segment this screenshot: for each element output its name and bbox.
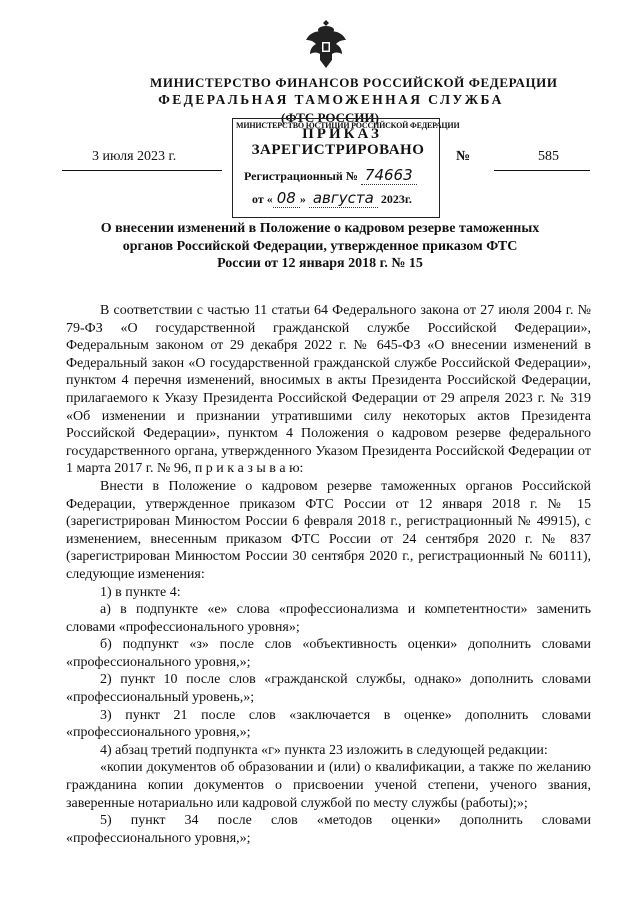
paragraph: 4) абзац третий подпункта «г» пункта 23 изложить в следующей редакции: [100,742,548,758]
paragraph: В соответствии с частью 11 статьи 64 Федерального закона от 27 июля 2004 г. № 79-ФЗ «О государственной гражданской службе Российской Федерации», Федеральным законом от 29 декабря 2022 г. № 645-ФЗ «О внесении изменений в Федеральный закон «О государственной гражданской службе Российской Федерации», пунктом 4 перечня изменений, вносимых в акты Президента Российской Федерации, прилагаемого к Указу Президента Российской Федерации от 29 апреля 2023 г. № 319 «Об изменении и признании утратившими силу некоторых актов Президента Российской Федерации», пунктом 4 Положения о кадровом резерве федерального государственного органа, утвержденного Указом Президента Российской Федерации от 1 марта 2017 г. № 96, п р и к а з ы в а ю: [66,303,591,477]
number-underline [494,170,590,171]
stamp-reg-number: 74663 [361,166,417,185]
date-underline [62,170,222,171]
order-title: О внесении изменений в Положение о кадровом резерве таможенных органов Российской Федерации, утвержденное приказом ФТС России от 12 января 2018 г. № 15 [100,221,540,271]
paragraph: 2) пункт 10 после слов «гражданской службы, однако» дополнить словами «профессиональный уровень,»; [66,672,591,706]
stamp-date-line: от « 08 » августа 2023г. [252,189,412,207]
paragraph: 1) в пункте 4: [100,584,181,600]
stamp-date-month: августа [309,189,378,208]
order-date: 3 июля 2023 г. [92,149,177,164]
order-body [66,302,591,847]
stamp-date-label: от [252,192,264,206]
order-number: 585 [538,149,559,164]
stamp-registered: ЗАРЕГИСТРИРОВАНО [251,142,425,158]
paragraph: 3) пункт 21 после слов «заключается в оценке» дополнить словами «профессионального уровня,»; [66,707,591,741]
ministry-name: МИНИСТЕРСТВО ФИНАНСОВ РОССИЙСКОЙ ФЕДЕРАЦИИ [150,75,558,90]
coat-of-arms-icon [304,20,348,70]
stamp-org: МИНИСТЕРСТВО ЮСТИЦИИ РОССИЙСКОЙ ФЕДЕРАЦИИ [236,121,460,130]
stamp-date-day: 08 [273,189,300,208]
stamp-date-year: 2023 [380,192,405,206]
doc-type: ПРИКАЗ [302,126,382,142]
paragraph: Внести в Положение о кадровом резерве таможенных органов Российской Федерации, утвержденное приказом ФТС России от 12 января 2018 г. № 15 (зарегистрирован Минюстом России 6 февраля 2018 г., регистрационный № 49915), с изменением, внесенным приказом ФТС России от 24 сентября 2020 г. № 837 (зарегистрирован Минюстом России 30 сентября 2020 г., регистрационный № 60111), следующие изменения: [66,478,591,582]
paragraph: а) в подпункте «е» слова «профессионализма и компетентности» заменить словами «профессионального уровня»; [66,602,591,635]
order-number-label: № [456,149,471,164]
stamp-reg-label: Регистрационный № [244,169,358,183]
service-abbr: (ФТС РОССИИ) [281,110,379,125]
paragraph: «копии документов об образовании и (или) о квалификации, а также по желанию гражданина копии документов о присвоении ученой степени, ученого звания, заверенные нотариально или кадровой службой по месту службы (работы);»; [66,760,591,811]
stamp-date-suffix: г. [404,192,412,206]
paragraph: 5) пункт 34 после слов «методов оценки» дополнить словами «профессионального уровня,»; [66,813,591,846]
service-name: ФЕДЕРАЛЬНАЯ ТАМОЖЕННАЯ СЛУЖБА [158,92,504,107]
stamp-reg-line [244,166,417,184]
paragraph: б) подпункт «з» после слов «объективность оценки» дополнить словами «профессионального уровня,»; [66,637,591,670]
